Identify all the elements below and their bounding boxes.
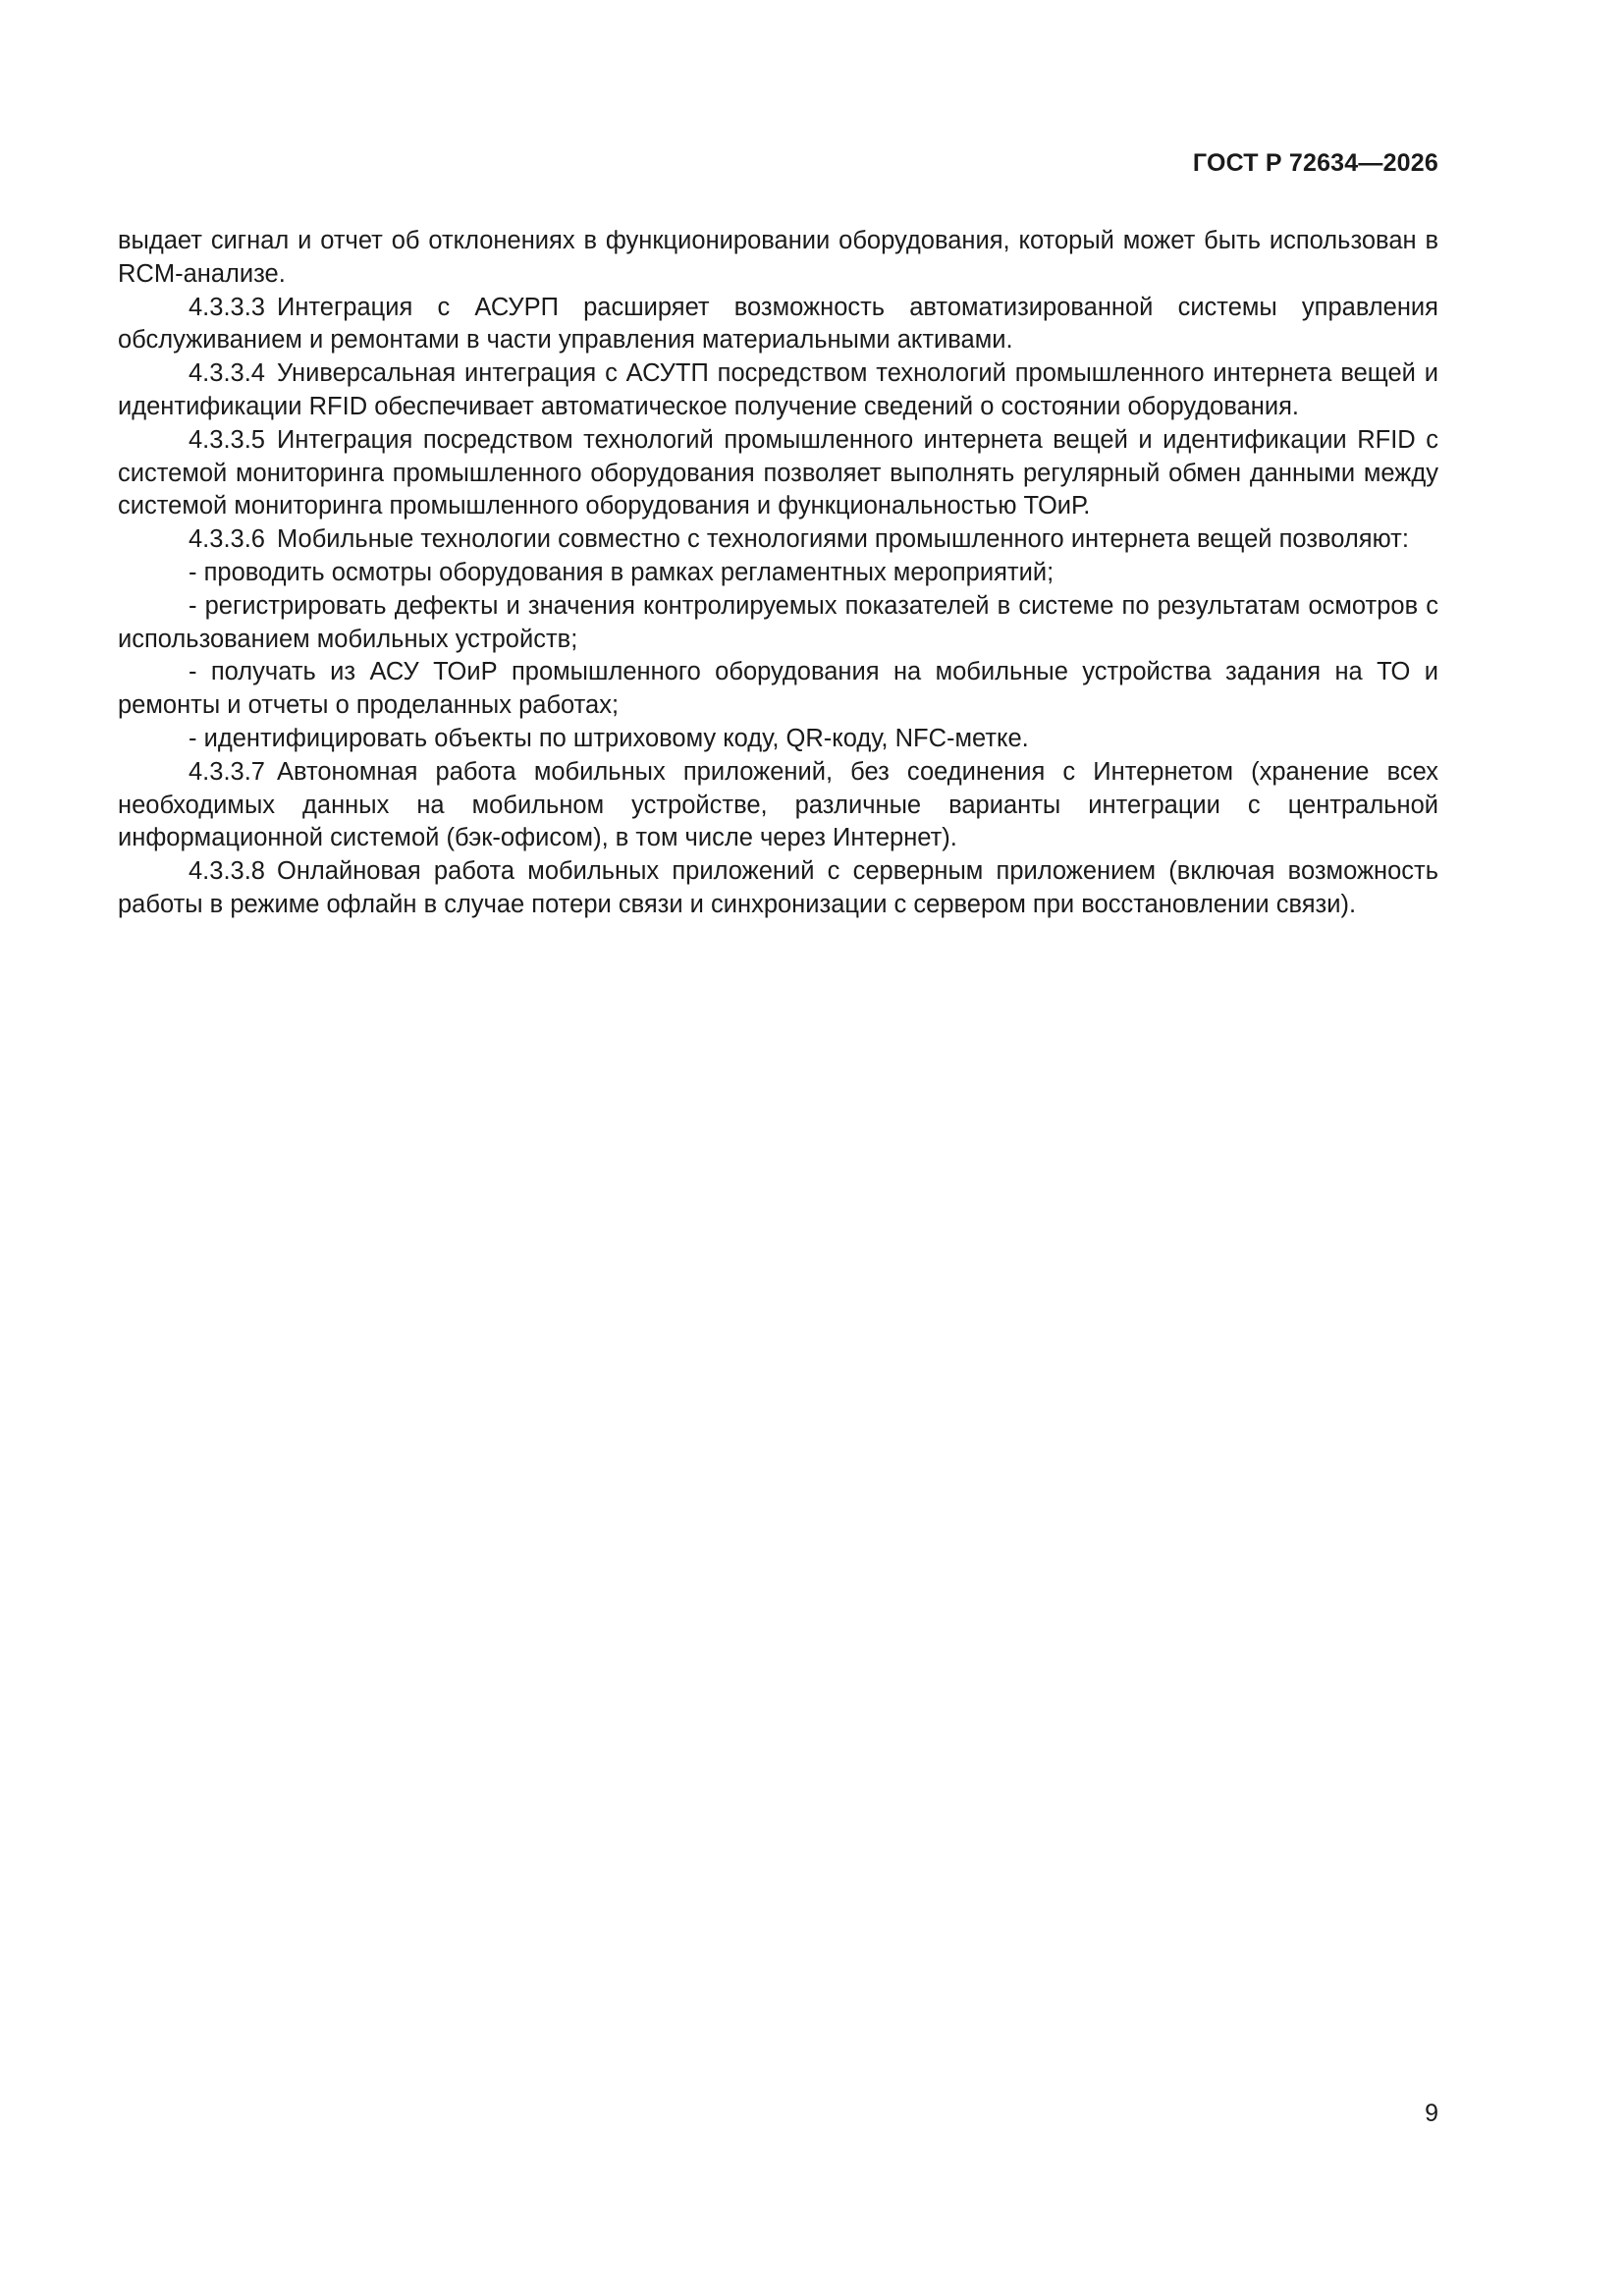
- paragraph-text: Интеграция с АСУРП расширяет возможность автоматизированной системы управления обслуживанием и ремонтами в части управления материальными активами.: [118, 293, 1438, 355]
- clause-number: 4.3.3.7: [189, 757, 265, 786]
- document-standard-code: ГОСТ Р 72634—2026: [1192, 149, 1438, 177]
- paragraph-text: Универсальная интеграция с АСУТП посредством технологий промышленного интернета вещей и идентификации RFID обеспечивает автоматическое получение сведений о состоянии оборудования.: [118, 359, 1438, 420]
- paragraph-4-3-3-7: [118, 756, 1438, 855]
- document-body: [118, 225, 1438, 922]
- clause-number: 4.3.3.4: [189, 359, 265, 388]
- clause-number: 4.3.3.5: [189, 425, 265, 454]
- list-item: [118, 656, 1438, 723]
- clause-number: 4.3.3.3: [189, 293, 265, 321]
- paragraph-4-3-3-4: [118, 357, 1438, 424]
- paragraph-text: Автономная работа мобильных приложений, без соединения с Интернетом (хранение всех необходимых данных на мобильном устройстве, различные варианты интеграции с центральной информационной системой (бэк-офисом), в том числе через Интернет).: [118, 757, 1438, 852]
- clause-number: 4.3.3.6: [189, 525, 265, 554]
- paragraph-4-3-3-6: [118, 523, 1438, 557]
- paragraph-continuation: [118, 225, 1438, 292]
- list-item-text: - проводить осмотры оборудования в рамках регламентных мероприятий;: [189, 558, 1055, 586]
- paragraph-4-3-3-3: [118, 292, 1438, 358]
- paragraph-4-3-3-8: [118, 855, 1438, 922]
- list-item-text: - регистрировать дефекты и значения контролируемых показателей в системе по результатам осмотров с использованием мобильных устройств;: [118, 591, 1438, 653]
- clause-number: 4.3.3.8: [189, 857, 265, 886]
- list-item-text: - получать из АСУ ТОиР промышленного оборудования на мобильные устройства задания на ТО и ремонты и отчеты о проделанных работах;: [118, 658, 1438, 720]
- paragraph-text: Интеграция посредством технологий промышленного интернета вещей и идентификации RFID с системой мониторинга промышленного оборудования позволяет выполнять регулярный обмен данными между системой мониторинга промышленного оборудования и функциональностью ТОиР.: [118, 425, 1438, 520]
- paragraph-text: Мобильные технологии совместно с технологиями промышленного интернета вещей позволяют:: [276, 525, 1409, 554]
- paragraph-text: Онлайновая работа мобильных приложений с серверным приложением (включая возможность работы в режиме офлайн в случае потери связи и синхронизации с сервером при восстановлении связи).: [118, 857, 1438, 918]
- list-item: [118, 723, 1438, 756]
- list-item: [118, 590, 1438, 657]
- page-number: 9: [1425, 2100, 1438, 2127]
- list-item-text: - идентифицировать объекты по штриховому коду, QR-коду, NFC-метке.: [189, 724, 1029, 752]
- paragraph-text: выдает сигнал и отчет об отклонениях в функционировании оборудования, который может быть использован в RCM-анализе.: [118, 227, 1438, 288]
- list-item: [118, 557, 1438, 590]
- paragraph-4-3-3-5: [118, 424, 1438, 523]
